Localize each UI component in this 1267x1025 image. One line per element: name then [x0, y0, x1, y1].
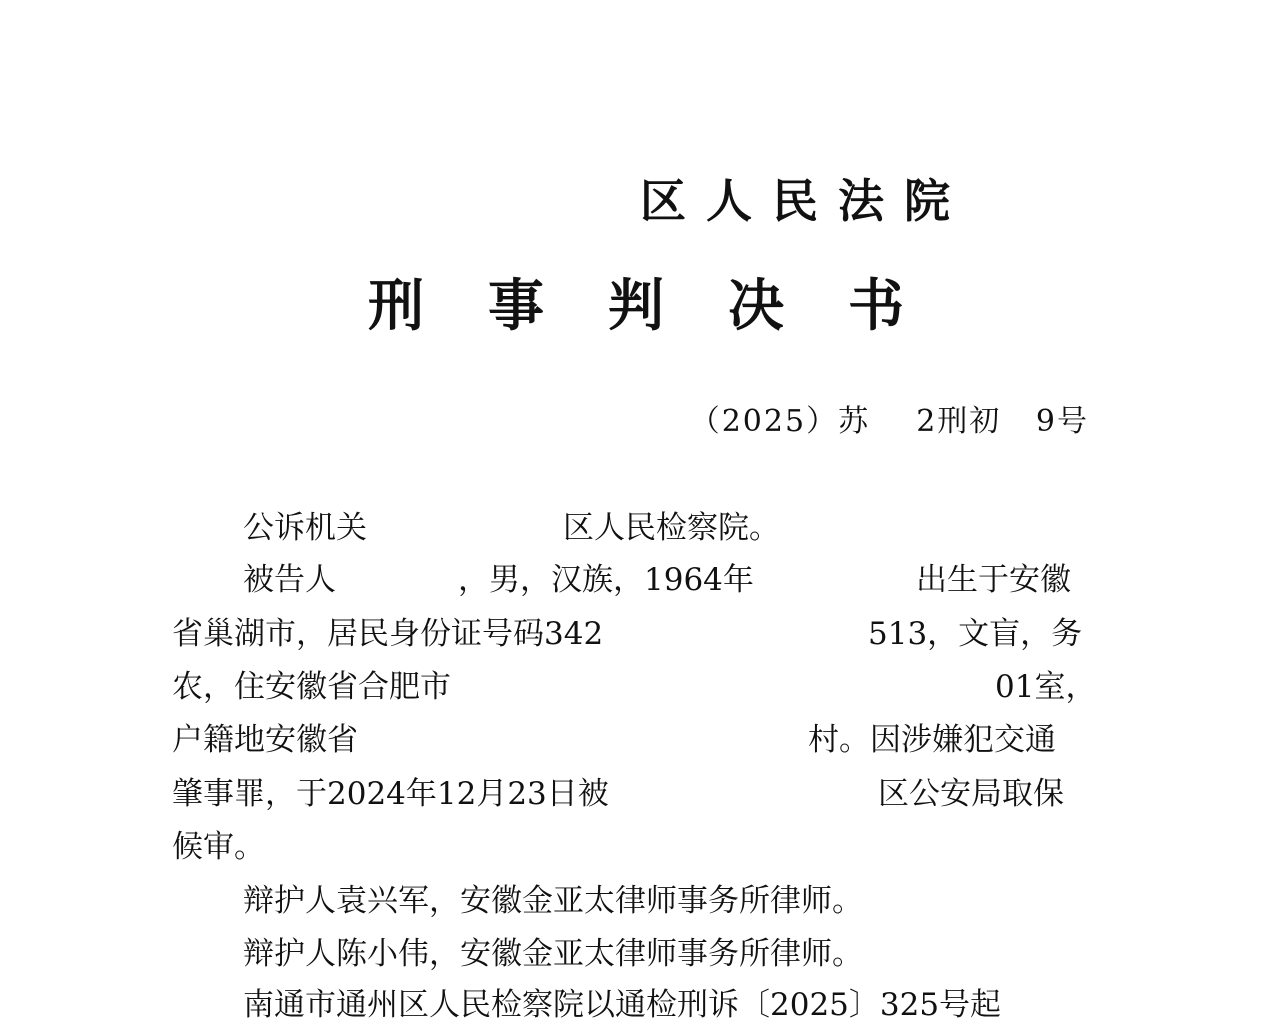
document-title: 刑事判决书: [368, 274, 968, 339]
defendant-bail-end: 候审。: [172, 829, 265, 865]
defendant-crime: 肇事罪，于2024年12月23日被: [172, 776, 609, 812]
defendant-household: 户籍地安徽省: [172, 722, 358, 758]
court-name: 区人民法院: [640, 174, 970, 228]
defendant-label: 被告人: [243, 562, 336, 598]
defender-2: 辩护人陈小伟，安徽金亚太律师事务所律师。: [243, 936, 863, 972]
defendant-bail: 区公安局取保: [878, 776, 1064, 812]
defendant-birthplace: 出生于安徽: [916, 562, 1071, 598]
defender-1: 辩护人袁兴军，安徽金亚太律师事务所律师。: [243, 883, 863, 919]
case-number: （2025）苏 2刑初 9号: [689, 404, 1089, 439]
indictment-line: 南通市通州区人民检察院以通检刑诉〔2025〕325号起: [243, 987, 1002, 1023]
prosecutor-label: 公诉机关: [243, 510, 367, 546]
defendant-residence: 农，住安徽省合肥市: [172, 669, 451, 705]
defendant-room: 01室，: [995, 669, 1097, 705]
defendant-id-suffix: 513，文盲，务: [868, 616, 1083, 652]
defendant-info: ，男，汉族，1964年: [458, 562, 754, 598]
defendant-id-prefix: 省巢湖市，居民身份证号码342: [172, 616, 604, 652]
prosecutor-value: 区人民检察院。: [563, 510, 780, 546]
defendant-village: 村。因涉嫌犯交通: [808, 722, 1056, 758]
